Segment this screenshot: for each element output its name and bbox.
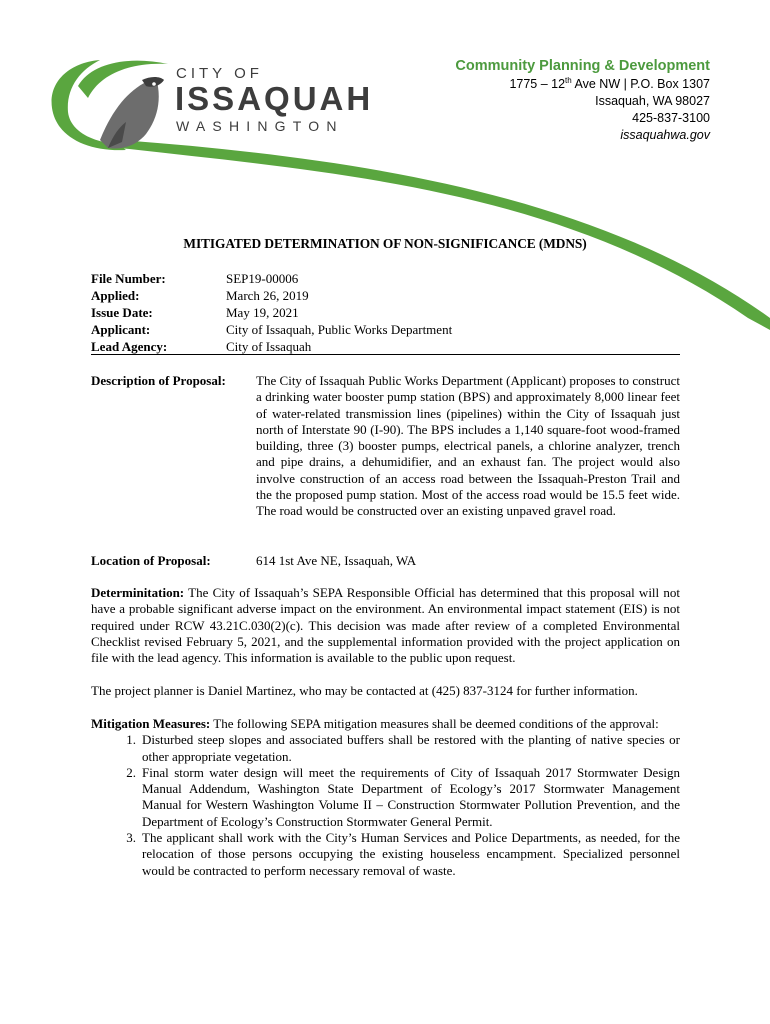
logo-city-of: CITY OF [176,65,263,82]
info-value: SEP19-00006 [226,271,299,286]
info-label: Issue Date: [91,305,153,320]
divider [91,354,680,355]
list-text: Disturbed steep slopes and associated buffers shall be restored with the planting of native species or other appropriate vegetation. [142,732,680,764]
website-link[interactable]: issaquahwa.gov [620,128,710,142]
city-line: Issaquah, WA 98027 [595,94,710,108]
determination-text: The City of Issaquah’s SEPA Responsible Official has determined that this proposal will not have a probable significant adverse impact on the environment. An environmental impact statement (EIS) is not required under RCW 43.21C.030(2)(c). This decision was made after review of a completed Environmental Checklist revised February 5, 2021, and the supplemental information provided with the project application on file with the lead agency. This information is available to the public upon request. [91,585,680,666]
contact-block [455,56,710,144]
mitigation-list [91,732,680,879]
salmon-icon [52,60,168,150]
location-text: 614 1st Ave NE, Issaquah, WA [256,553,417,568]
info-label: Applied: [91,288,140,303]
info-table [91,270,452,355]
list-number: 3. [126,830,136,846]
description-text: The City of Issaquah Public Works Department (Applicant) proposes to construct a drinking water booster pump station (BPS) and approximately 8,000 linear feet of water-related transmission lines (pipelines) within the City of Issaquah just north of Interstate 90 (I-90). The BPS includes a 1,140 square-foot wood-framed building, three (3) booster pumps, electrical panels, a chlorine analyzer, trench and pipe drains, a dehumidifier, and an exhaust fan. The project would also involve construction of an access road between the Issaquah-Preston Trail and the the proposed pump station. Most of the access road would be 15.5 feet wide. The road would be constructed over an existing unpaved gravel road. [256,373,680,519]
list-text: Final storm water design will meet the requirements of City of Issaquah 2017 Stormwater Design Manual Addendum, Washington State Department of Ecology’s 2017 Stormwater Management Manual for Western Washington Volume II – Construction Stormwater Pollution Prevention, and the Department of Ecology’s Construction Stormwater General Permit. [142,764,680,829]
info-row-file-number [91,270,452,287]
info-value: March 26, 2019 [226,288,309,303]
logo-state: WASHINGTON [176,118,344,134]
info-label: Lead Agency: [91,339,168,354]
mitigation-label: Mitigation Measures: [91,716,211,731]
address-pre: 1775 – 12 [509,77,566,91]
info-label: Applicant: [91,322,151,337]
list-text: The applicant shall work with the City’s Human Services and Police Departments, as needed, for the relocation of those persons occupying the existing houseless encampment. Specialized personnel would be contracted to perform necessary removal of waste. [142,830,680,878]
planner-paragraph: The project planner is Daniel Martinez, who may be contacted at (425) 837-3124 for further information. [91,683,638,698]
address-line [455,76,710,93]
info-row-applicant [91,321,452,338]
determination-paragraph [91,585,680,666]
info-row-applied [91,287,452,304]
mitigation-section [91,716,680,879]
list-item [91,732,680,765]
info-value: City of Issaquah [226,339,312,354]
phone: 425-837-3100 [632,111,710,125]
info-row-lead-agency [91,338,452,355]
mitigation-intro-line [91,716,680,732]
logo [176,65,373,134]
info-label: File Number: [91,271,166,286]
info-value: City of Issaquah, Public Works Department [226,322,453,337]
list-number: 2. [126,764,136,780]
location-label: Location of Proposal: [91,553,211,568]
department-name: Community Planning & Development [455,58,710,74]
address-post: Ave NW | P.O. Box 1307 [571,77,710,91]
info-row-issue-date [91,304,452,321]
document-title: MITIGATED DETERMINATION OF NON-SIGNIFICANCE (MDNS) [183,236,587,251]
description-label: Description of Proposal: [91,373,226,388]
list-number: 1. [126,732,136,748]
determination-label: Determinitation: [91,585,185,600]
address-sup: th [565,76,572,85]
list-item [91,830,680,879]
list-item [91,765,680,830]
logo-name: ISSAQUAH [175,80,374,117]
info-value: May 19, 2021 [226,305,299,320]
mitigation-intro: The following SEPA mitigation measures shall be deemed conditions of the approval: [210,716,659,731]
